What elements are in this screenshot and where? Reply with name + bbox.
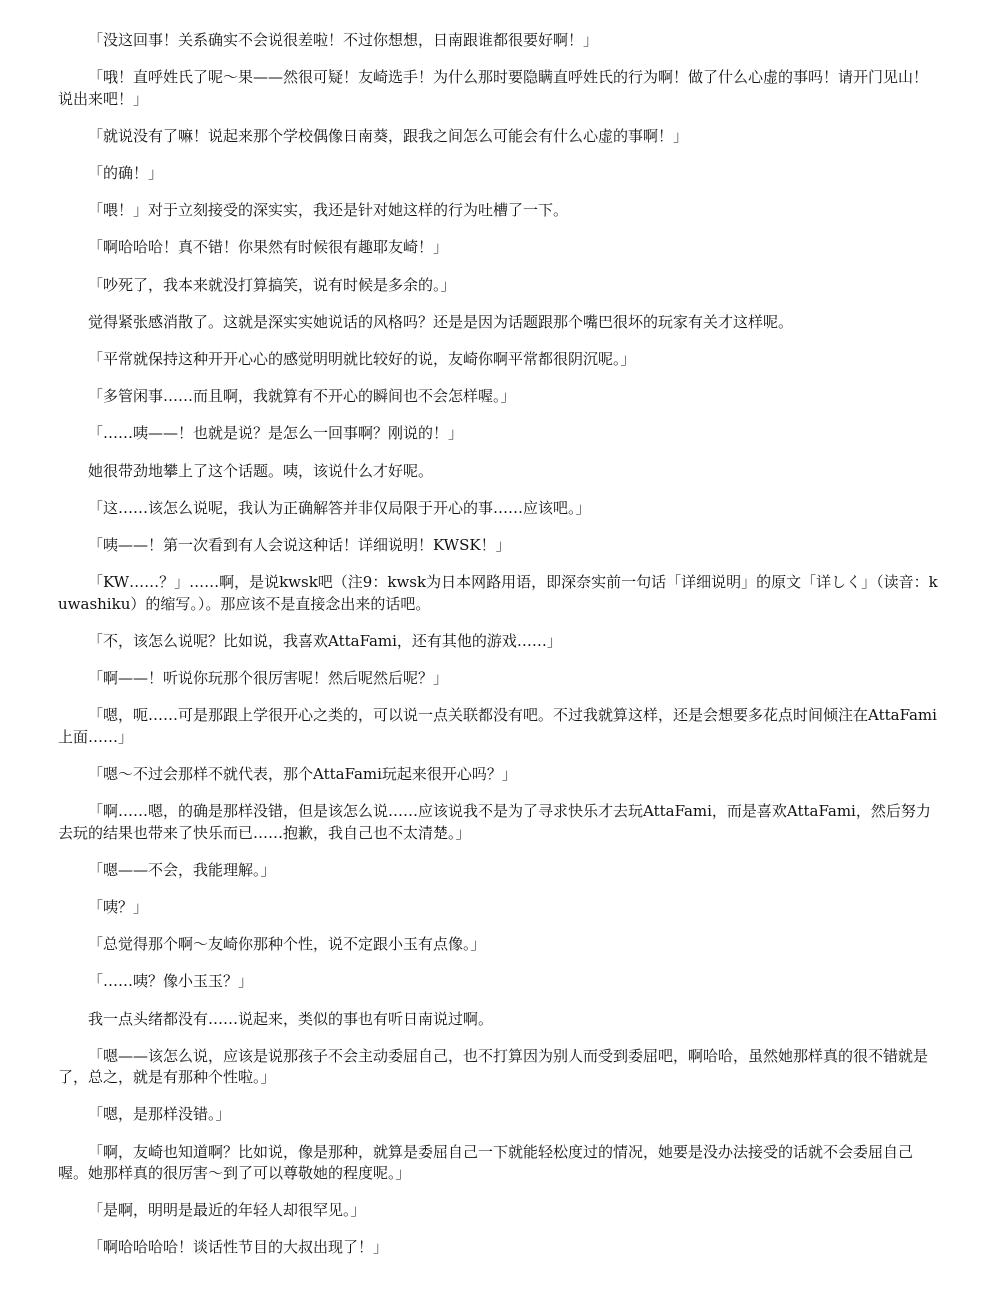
paragraph: 「嗯——该怎么说，应该是说那孩子不会主动委屈自己，也不打算因为别人而受到委屈吧，啊哈哈，虽然她那样真的很不错就是了，总之，就是有那种个性啦。」 [58, 1046, 929, 1087]
paragraph: 「嗯～不过会那样不就代表，那个AttaFami玩起来很开心吗？」 [88, 764, 517, 783]
paragraph: 「咦？」 [88, 897, 149, 916]
paragraph: 「咦——！第一次看到有人会说这种话！详细说明！KWSK！」 [88, 535, 511, 554]
paragraph: 「啊哈哈哈！真不错！你果然有时候很有趣耶友崎！」 [88, 238, 449, 257]
paragraph: 我一点头绪都没有……说起来，类似的事也有听日南说过啊。 [88, 1009, 494, 1028]
paragraph: 「不，该怎么说呢？比如说，我喜欢AttaFami，还有其他的游戏……」 [88, 631, 562, 650]
paragraph: 「多管闲事……而且啊，我就算有不开心的瞬间也不会怎样喔。」 [88, 387, 516, 406]
paragraph: 「KW……？」……啊，是说kwsk吧（注9：kwsk为日本网路用语，即深奈实前一句话「详细说明」的原文「详しく」（读音：kuwashiku）的缩写。）。那应该不是直接念出来的话吧。 [58, 573, 938, 613]
paragraph: 觉得紧张感消散了。这就是深实实她说话的风格吗？还是是因为话题跟那个嘴巴很坏的玩家有关才这样呢。 [88, 312, 794, 331]
paragraph: 「啊——！听说你玩那个很厉害呢！然后呢然后呢？」 [88, 669, 449, 687]
paragraph: 她很带劲地攀上了这个话题。咦，该说什么才好呢。 [88, 461, 434, 480]
paragraph: 「嗯，呃……可是那跟上学很开心之类的，可以说一点关联都没有吧。不过我就算这样，还是会想要多花点时间倾注在AttaFami上面……」 [58, 706, 937, 746]
paragraph: 「啊，友崎也知道啊？比如说，像是那种，就算是委屈自己一下就能轻松度过的情况，她要是没办法接受的话就不会委屈自己喔。她那样真的很厉害～到了可以尊敬她的程度呢。」 [58, 1142, 914, 1183]
paragraph: 「总觉得那个啊～友崎你那种个性，说不定跟小玉有点像。」 [88, 935, 486, 954]
paragraph: 「喂！」对于立刻接受的深实实，我还是针对她这样的行为吐槽了一下。 [88, 201, 569, 220]
paragraph: 「没这回事！关系确实不会说很差啦！不过你想想，日南跟谁都很要好啊！」 [88, 31, 599, 49]
paragraph: 「吵死了，我本来就没打算搞笑，说有时候是多余的。」 [88, 275, 456, 294]
paragraph: 「嗯——不会，我能理解。」 [88, 860, 276, 879]
paragraph: 「哦！直呼姓氏了呢～果——然很可疑！友崎选手！为什么那时要隐瞒直呼姓氏的行为啊！做了什么心虚的事吗！请开门见山！说出来吧！」 [58, 68, 929, 108]
paragraph: 「的确！」 [88, 164, 164, 183]
paragraph: 「平常就保持这种开开心心的感觉明明就比较好的说，友崎你啊平常都很阴沉呢。」 [88, 350, 636, 368]
paragraph: 「就说没有了嘛！说起来那个学校偶像日南葵，跟我之间怎么可能会有什么心虚的事啊！」 [88, 126, 689, 145]
paragraph: 「嗯，是那样没错。」 [88, 1105, 231, 1124]
paragraph: 「啊哈哈哈哈！谈话性节目的大叔出现了！」 [88, 1238, 389, 1257]
document-page [58, 30, 938, 1275]
paragraph: 「啊……嗯，的确是那样没错，但是该怎么说……应该说我不是为了寻求快乐才去玩AttaFami，而是喜欢AttaFami，然后努力去玩的结果也带来了快乐而已……抱歉，我自己也不太清楚。」 [58, 802, 931, 842]
paragraph: 「这……该怎么说呢，我认为正确解答并非仅局限于开心的事……应该吧。」 [88, 498, 591, 517]
paragraph: 「……咦？像小玉玉？」 [88, 972, 254, 991]
paragraph: 「……咦——！也就是说？是怎么一回事啊？刚说的！」 [88, 424, 464, 443]
paragraph: 「是啊，明明是最近的年轻人却很罕见。」 [88, 1201, 366, 1220]
